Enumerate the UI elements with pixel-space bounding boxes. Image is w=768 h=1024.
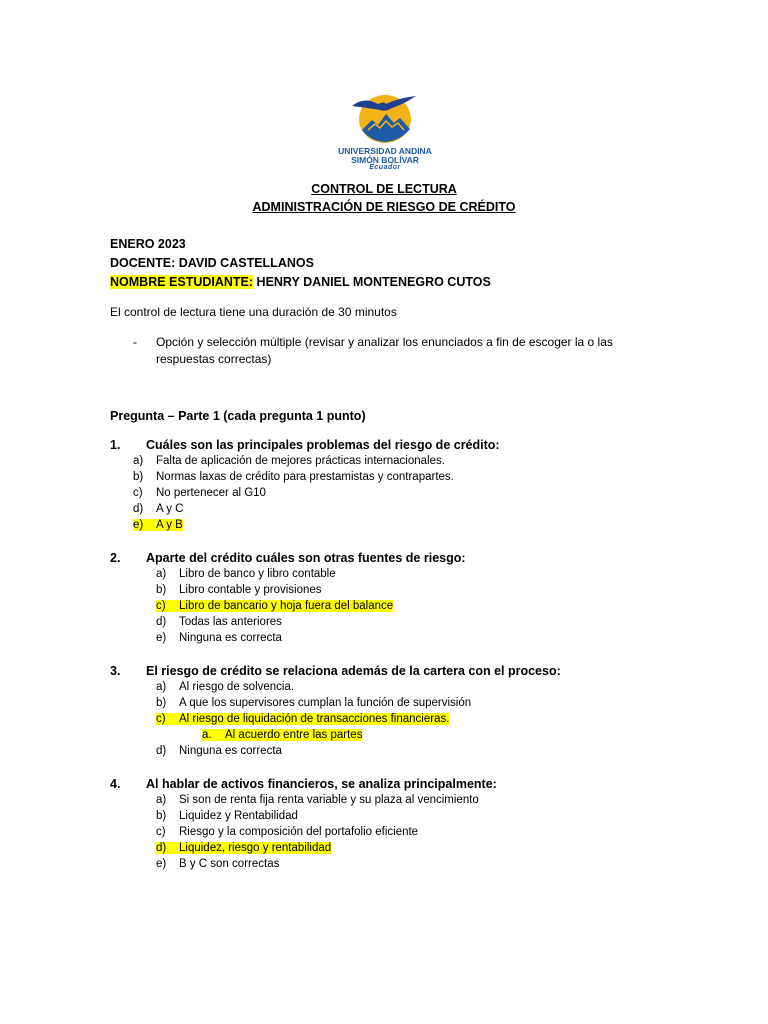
- question-3-text: El riesgo de crédito se relaciona además de la cartera con el proceso:: [146, 664, 561, 678]
- q4-option-c: c) Riesgo y la composición del portafolio eficiente: [156, 826, 419, 838]
- question-4-number: 4.: [110, 777, 121, 791]
- q4-option-b: b) Liquidez y Rentabilidad: [156, 810, 298, 822]
- logo-line2: SIMÓN BOLÍVAR: [351, 155, 419, 165]
- q3-option-b: b) A que los supervisores cumplan la función de supervisión: [156, 697, 472, 709]
- question-3-number: 3.: [110, 664, 121, 678]
- logo-emblem-icon: [350, 92, 420, 144]
- question-1-text: Cuáles son las principales problemas del riesgo de crédito:: [146, 438, 500, 452]
- q4-option-a: a) Si son de renta fija renta variable y su plaza al vencimiento: [156, 794, 479, 806]
- question-4-text: Al hablar de activos financieros, se analiza principalmente:: [146, 777, 497, 791]
- q2-option-a: a) Libro de banco y libro contable: [156, 568, 336, 580]
- q3-option-c-selected: c) Al riesgo de liquidación de transacciones financieras.: [156, 713, 450, 725]
- q2-option-e: e) Ninguna es correcta: [156, 632, 282, 644]
- logo-line3: Ecuador: [369, 164, 401, 171]
- duration-note: El control de lectura tiene una duración de 30 minutos: [110, 305, 397, 319]
- q3-option-a: a) Al riesgo de solvencia.: [156, 681, 295, 693]
- q2-option-d: d) Todas las anteriores: [156, 616, 282, 628]
- question-1-number: 1.: [110, 438, 121, 452]
- student-label: NOMBRE ESTUDIANTE:: [110, 275, 254, 289]
- university-logo: [330, 92, 440, 177]
- logo-line1: UNIVERSIDAD ANDINA: [338, 146, 432, 156]
- section-title: Pregunta – Parte 1 (cada pregunta 1 punto): [110, 409, 366, 423]
- q1-option-e-selected: e) A y B: [133, 519, 183, 531]
- bullet-dash: -: [133, 335, 137, 349]
- instructions-text: Opción y selección múltiple (revisar y analizar los enunciados a fin de escoger la o las respuestas correctas): [156, 335, 613, 366]
- q1-option-b: b) Normas laxas de crédito para prestamistas y contrapartes.: [133, 471, 454, 483]
- date-line: ENERO 2023: [110, 237, 186, 251]
- question-2-text: Aparte del crédito cuáles son otras fuentes de riesgo:: [146, 551, 466, 565]
- q1-option-c: c) No pertenecer al G10: [133, 487, 266, 499]
- document-title: CONTROL DE LECTURA: [311, 182, 457, 196]
- document-subtitle: ADMINISTRACIÓN DE RIESGO DE CRÉDITO: [252, 200, 516, 214]
- student-name: HENRY DANIEL MONTENEGRO CUTOS: [253, 275, 491, 289]
- student-line: [110, 275, 491, 289]
- q3-sub-option-a-selected: a. Al acuerdo entre las partes: [202, 729, 363, 741]
- question-2-number: 2.: [110, 551, 121, 565]
- q1-option-a: a) Falta de aplicación de mejores prácticas internacionales.: [133, 455, 445, 467]
- q1-option-d: d) A y C: [133, 503, 184, 515]
- q3-option-d: d) Ninguna es correcta: [156, 745, 282, 757]
- teacher-line: DOCENTE: DAVID CASTELLANOS: [110, 256, 314, 270]
- q2-option-c-selected: c) Libro de bancario y hoja fuera del balance: [156, 600, 394, 612]
- q4-option-e: e) B y C son correctas: [156, 858, 280, 870]
- q4-option-d-selected: d) Liquidez, riesgo y rentabilidad: [156, 842, 332, 854]
- q2-option-b: b) Libro contable y provisiones: [156, 584, 322, 596]
